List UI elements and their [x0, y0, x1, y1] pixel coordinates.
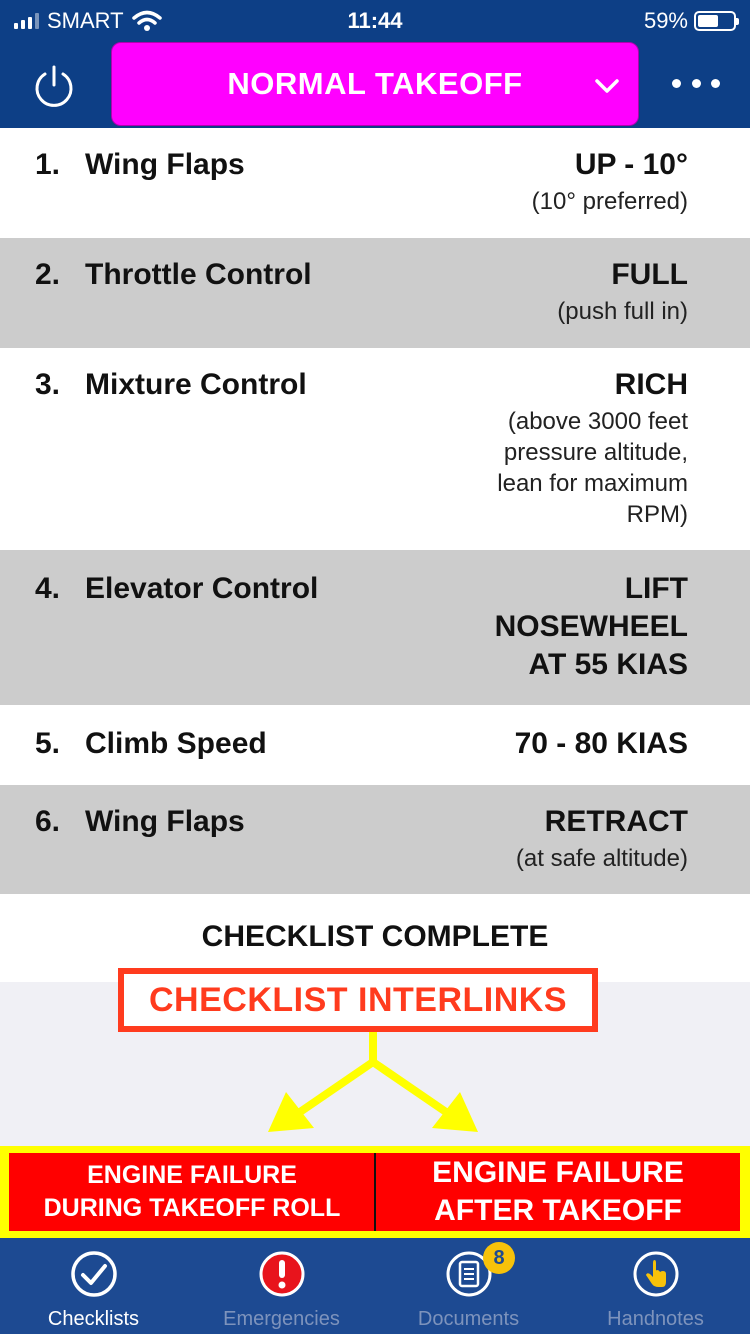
checklist-complete-label: CHECKLIST COMPLETE [0, 894, 750, 982]
checklist-row[interactable] [0, 348, 750, 550]
interlinks-annotation [118, 968, 598, 1032]
step-item: Climb Speed [85, 727, 267, 760]
step-note: (at safe altitude) [515, 845, 688, 872]
carrier-name: SMART [47, 8, 124, 33]
interlinks-label: CHECKLIST INTERLINKS [149, 980, 567, 1019]
chevron-down-icon [594, 73, 620, 99]
step-action: 70 - 80 KIAS [514, 727, 688, 760]
checklist-row[interactable] [0, 785, 750, 894]
battery-icon [694, 11, 736, 31]
step-item: Mixture Control [85, 368, 307, 401]
step-action: LIFT NOSEWHEEL AT 55 KIAS [494, 572, 688, 681]
step-action: RETRACT [544, 805, 688, 838]
hand-pointer-icon [632, 1250, 680, 1298]
app-header [0, 0, 750, 128]
checklist-row[interactable] [0, 705, 750, 785]
battery-status [644, 8, 736, 34]
engine-failure-after-takeoff-button[interactable]: ENGINE FAILURE AFTER TAKEOFF [376, 1153, 740, 1231]
checkmark-circle-icon [70, 1250, 118, 1298]
battery-percent: 59% [643, 8, 688, 33]
clock: 11:44 [347, 8, 403, 33]
more-dots-icon[interactable] [672, 70, 720, 96]
tab-label: Handnotes [607, 1308, 704, 1330]
status-bar [0, 0, 750, 42]
tab-handnotes[interactable] [562, 1238, 749, 1334]
step-action: FULL [611, 258, 688, 291]
step-number: 6. [35, 805, 61, 838]
tab-checklists[interactable] [0, 1238, 187, 1334]
page-title: NORMAL TAKEOFF [227, 66, 523, 101]
tab-bar [0, 1238, 750, 1334]
step-item: Wing Flaps [85, 805, 245, 838]
step-number: 2. [35, 258, 61, 291]
tab-emergencies[interactable] [188, 1238, 375, 1334]
tab-label: Emergencies [223, 1308, 340, 1330]
step-note: (push full in) [557, 298, 688, 325]
step-number: 1. [35, 148, 61, 181]
step-note: (above 3000 feet pressure altitude, lean for maximum RPM) [497, 408, 688, 528]
step-action: UP - 10° [574, 148, 688, 181]
step-note: (10° preferred) [531, 188, 688, 215]
checklist-row[interactable] [0, 238, 750, 348]
step-item: Elevator Control [85, 572, 319, 605]
step-action: RICH [614, 368, 688, 401]
annotation-arrows [0, 1030, 750, 1150]
notification-badge: 8 [483, 1242, 515, 1274]
step-number: 4. [35, 572, 61, 605]
tab-label: Checklists [47, 1308, 140, 1330]
engine-failure-takeoff-roll-button[interactable]: ENGINE FAILURE DURING TAKEOFF ROLL [9, 1153, 375, 1231]
tab-documents[interactable] [375, 1238, 562, 1334]
checklist-selector[interactable] [111, 42, 639, 126]
checklist-row[interactable] [0, 128, 750, 238]
step-number: 3. [35, 368, 61, 401]
tab-label: Documents [417, 1308, 520, 1330]
step-item: Throttle Control [85, 258, 312, 291]
step-item: Wing Flaps [85, 148, 245, 181]
power-icon[interactable] [30, 62, 78, 110]
exclamation-circle-icon [258, 1250, 306, 1298]
step-number: 5. [35, 727, 61, 760]
checklist-row[interactable] [0, 550, 750, 705]
